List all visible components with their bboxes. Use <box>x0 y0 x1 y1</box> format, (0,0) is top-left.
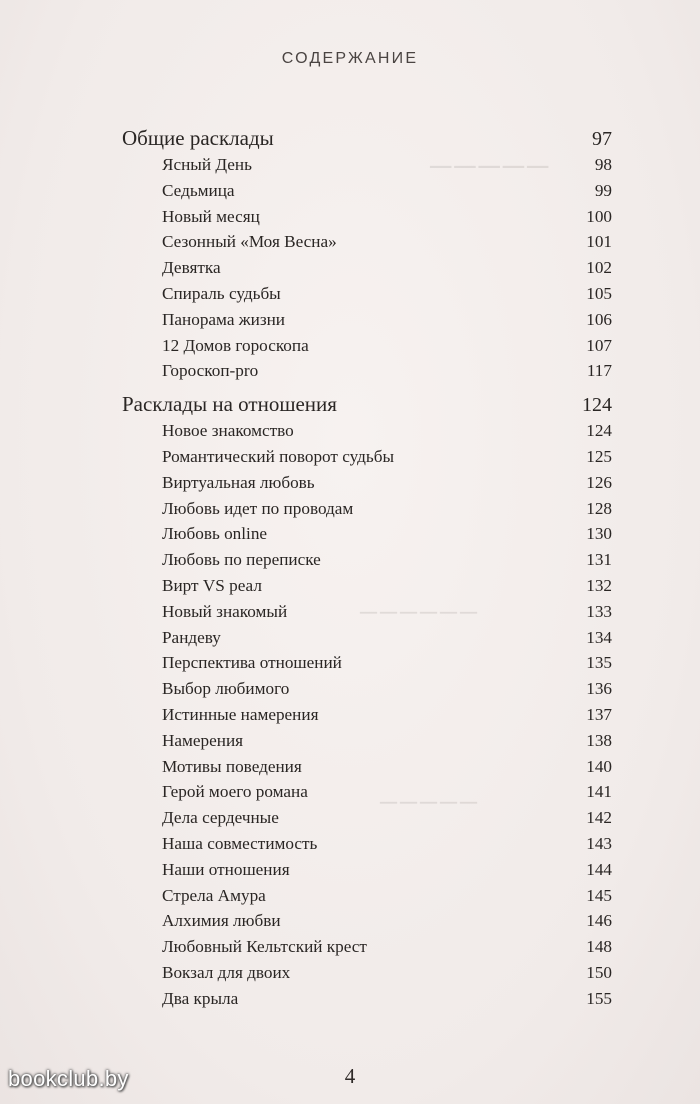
page-number: 4 <box>344 1064 356 1088</box>
toc-entry <box>122 857 612 883</box>
toc-entry-page: 131 <box>586 550 612 570</box>
toc-entry-title: Намерения <box>162 730 244 750</box>
toc-entry <box>122 418 612 444</box>
toc-entry-page: 143 <box>586 833 612 853</box>
toc-entry-title: Рандеву <box>162 627 221 647</box>
toc-entry-title: Выбор любимого <box>162 679 290 699</box>
toc-entry <box>122 255 612 281</box>
toc-entry-page: 148 <box>586 937 612 957</box>
toc-entry-title: Панорама жизни <box>162 309 285 329</box>
toc-entry <box>122 676 612 702</box>
toc-entry-page: 126 <box>586 472 612 492</box>
toc-entry <box>122 625 612 651</box>
toc-entry-page: 155 <box>586 988 612 1008</box>
toc-entry-title: Спираль судьбы <box>162 283 281 303</box>
toc-entry-page: 137 <box>586 704 612 724</box>
toc-entry-title: Ясный День <box>162 155 252 174</box>
toc-entry-title: Виртуальная любовь <box>162 472 315 492</box>
toc-entry <box>122 831 612 857</box>
watermark-logo: bookclub.by <box>8 1066 129 1091</box>
toc-entry-title: Новое знакомство <box>162 421 294 441</box>
toc-entry-title: Вирт VS реал <box>162 575 262 595</box>
toc-entry-title: Новый знакомый <box>162 601 288 621</box>
toc-entry-title: Любовь online <box>162 524 268 544</box>
toc-entry <box>122 573 612 599</box>
toc-entry-title: Седьмица <box>162 180 235 200</box>
show-through-decoration: ───── <box>430 150 552 183</box>
toc-entry <box>122 204 612 230</box>
toc-section-heading <box>122 124 612 152</box>
toc-entry-page: 105 <box>586 283 612 303</box>
toc-entry-page: 136 <box>586 679 612 699</box>
toc-entry-title: Наша совместимость <box>162 833 318 853</box>
toc-entry <box>122 805 612 831</box>
toc-entry-page: 140 <box>586 756 612 776</box>
toc-entry <box>122 152 612 178</box>
toc-entry-title: Любовь по переписке <box>162 550 321 570</box>
toc-entry <box>122 178 612 204</box>
toc-entry-title: Сезонный «Моя Весна» <box>162 232 337 252</box>
toc-section-title: Расклады на отношения <box>122 392 337 417</box>
toc-entry-page: 101 <box>586 232 612 252</box>
toc-entry-title: Стрела Амура <box>162 885 266 905</box>
toc-entry <box>122 281 612 307</box>
show-through-decoration: ───── <box>380 790 481 816</box>
toc-entry <box>122 883 612 909</box>
toc-entry-title: Два крыла <box>162 988 239 1008</box>
table-of-contents <box>122 124 612 1012</box>
toc-entry <box>122 547 612 573</box>
toc-entry-title: Истинные намерения <box>162 704 319 724</box>
toc-entry-title: Любовный Кельтский крест <box>162 937 367 957</box>
toc-entry <box>122 307 612 333</box>
toc-entry-page: 134 <box>586 627 612 647</box>
toc-entry-page: 138 <box>586 730 612 750</box>
toc-entry-title: Вокзал для двоих <box>162 962 291 982</box>
toc-entry <box>122 521 612 547</box>
toc-entry <box>122 599 612 625</box>
toc-entry <box>122 960 612 986</box>
toc-entry-page: 124 <box>586 421 612 441</box>
toc-entry-page: 98 <box>594 155 612 174</box>
toc-entry-title: Алхимия любви <box>162 911 281 931</box>
toc-entry-title: Новый месяц <box>162 206 260 226</box>
toc-entry-title: Любовь идет по проводам <box>162 498 354 518</box>
toc-section-title: Общие расклады <box>122 126 274 150</box>
toc-entry-page: 117 <box>586 361 612 381</box>
toc-entry <box>122 333 612 359</box>
toc-entry <box>122 934 612 960</box>
toc-entry-title: Наши отношения <box>162 859 290 879</box>
toc-entry-page: 141 <box>586 782 612 802</box>
toc-entry-page: 102 <box>586 258 612 278</box>
page-title: СОДЕРЖАНИЕ <box>281 50 419 67</box>
toc-entry-title: Девятка <box>162 258 221 278</box>
toc-entry-page: 99 <box>594 180 612 200</box>
toc-entry <box>122 728 612 754</box>
toc-entry-page: 125 <box>586 446 612 466</box>
toc-entry-page: 130 <box>586 524 612 544</box>
toc-entry-page: 132 <box>586 575 612 595</box>
toc-entry-page: 150 <box>586 962 612 982</box>
toc-entry-page: 133 <box>586 601 612 621</box>
toc-entry <box>122 650 612 676</box>
toc-section-page: 97 <box>592 128 612 150</box>
toc-section-heading <box>122 390 612 418</box>
toc-entry-title: Романтический поворот судьбы <box>162 446 395 466</box>
toc-entry-title: Мотивы поведения <box>162 756 302 776</box>
toc-entry-page: 135 <box>586 653 612 673</box>
toc-entry-page: 146 <box>586 911 612 931</box>
toc-entry <box>122 496 612 522</box>
toc-entry-title: 12 Домов гороскопа <box>162 335 309 355</box>
toc-entry <box>122 908 612 934</box>
toc-entry <box>122 779 612 805</box>
toc-entry-page: 142 <box>586 808 612 828</box>
toc-entry-page: 106 <box>586 309 612 329</box>
toc-entry <box>122 754 612 780</box>
toc-entry <box>122 986 612 1012</box>
toc-entry-title: Герой моего романа <box>162 782 308 802</box>
show-through-decoration: ────── <box>360 600 481 626</box>
toc-entry-page: 107 <box>586 335 612 355</box>
toc-entry-title: Гороскоп-pro <box>162 361 259 381</box>
toc-entry-page: 144 <box>586 859 612 879</box>
toc-entry-page: 128 <box>586 498 612 518</box>
toc-entry <box>122 702 612 728</box>
toc-entry-title: Перспектива отношений <box>162 653 342 673</box>
toc-entry-title: Дела сердечные <box>162 808 279 828</box>
toc-entry-page: 145 <box>586 885 612 905</box>
toc-entry <box>122 470 612 496</box>
toc-entry-page: 100 <box>586 206 612 226</box>
toc-entry <box>122 229 612 255</box>
toc-section-page: 124 <box>582 394 612 417</box>
toc-entry <box>122 358 612 384</box>
toc-entry <box>122 444 612 470</box>
